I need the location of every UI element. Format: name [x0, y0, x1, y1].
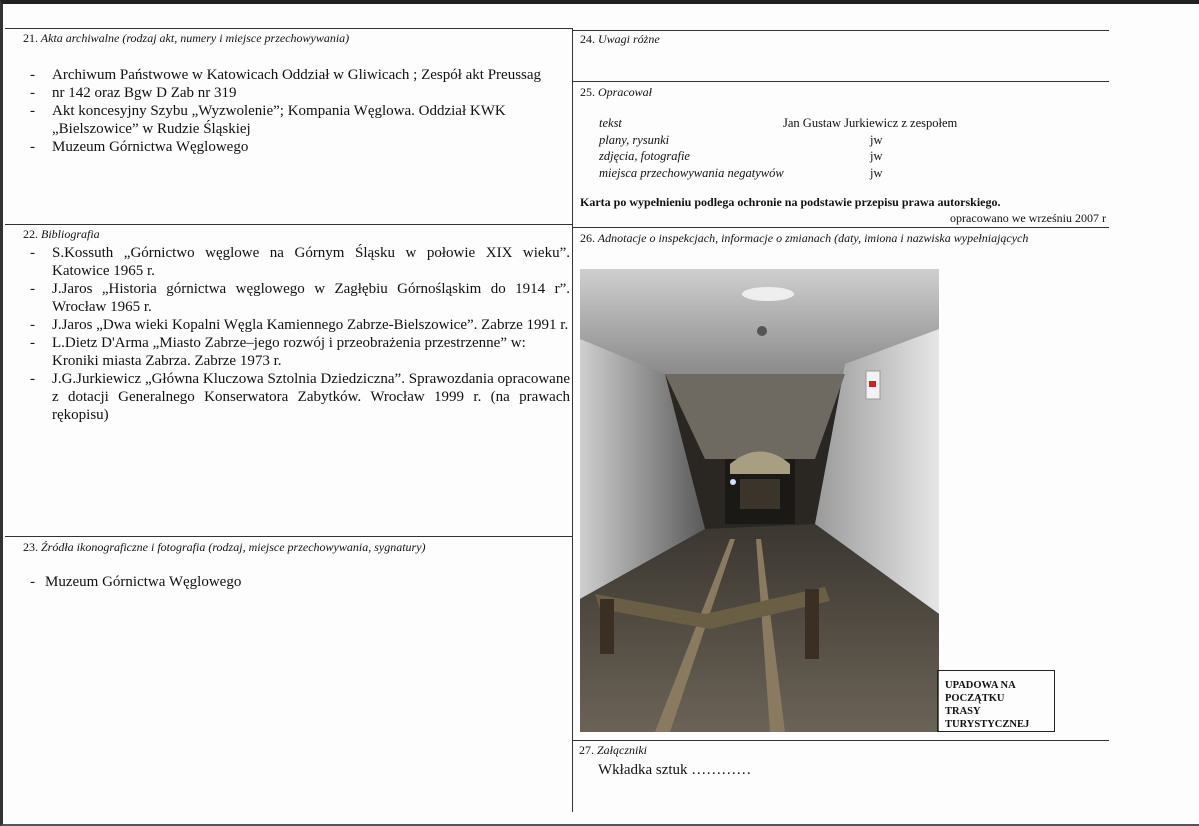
- author-value: jw: [870, 166, 883, 180]
- section-22-title: Bibliografia: [41, 227, 100, 241]
- top-rule-left: [5, 28, 572, 29]
- center-divider: [572, 28, 573, 812]
- section-27-title: Załączniki: [597, 743, 647, 757]
- rule-26-27: [572, 740, 1109, 741]
- section-27-heading: [579, 743, 647, 758]
- prepared-date: opracowano we wrześniu 2007 r: [950, 211, 1106, 225]
- list-item: - Muzeum Górnictwa Węglowego: [30, 574, 242, 590]
- section-22-number: 22.: [23, 227, 38, 241]
- rule-22-23: [5, 536, 572, 537]
- author-value: jw: [870, 133, 883, 147]
- author-label: zdjęcia, fotografie: [599, 149, 690, 163]
- copyright-note: Karta po wypełnieniu podlega ochronie na podstawie przepisu prawa autorskiego.: [580, 195, 1001, 209]
- list-item: - Muzeum Górnictwa Węglowego: [30, 139, 249, 155]
- rule-25-26: [572, 227, 1109, 228]
- author-label: tekst: [599, 116, 622, 130]
- section-21-number: 21.: [23, 31, 38, 45]
- section-26-number: 26.: [580, 231, 595, 245]
- list-item: - Archiwum Państwowe w Katowicach Oddział w Gliwicach ; Zespół akt Preussag: [30, 67, 542, 83]
- section-26-heading: [580, 231, 1028, 246]
- section-23-list: [30, 573, 550, 591]
- section-24-heading: [580, 32, 660, 47]
- section-23-heading: [23, 540, 426, 555]
- section-24-title: Uwagi różne: [598, 32, 660, 46]
- section-24-number: 24.: [580, 32, 595, 46]
- rule-24-25: [572, 81, 1109, 82]
- section-23-title: Źródła ikonograficzne i fotografia (rodzaj, miejsce przechowywania, sygnatury): [41, 540, 426, 554]
- section-21-list: [30, 66, 560, 156]
- list-item: - Akt koncesyjny Szybu „Wyzwolenie”; Kompania Węglowa. Oddział KWK „Bielszowice” w Rudzie Śląskiej: [30, 103, 506, 137]
- rule-21-22: [5, 224, 572, 225]
- list-item: - L.Dietz D'Arma „Miasto Zabrze–jego rozwój i przeobrażenia przestrzenne” w: Kroniki miasta Zabrza. Zabrze 1973 r.: [30, 335, 526, 369]
- author-label: miejsca przechowywania negatywów: [599, 166, 784, 180]
- top-rule-right: [572, 30, 1109, 31]
- list-item: - J.G.Jurkiewicz „Główna Kluczowa Sztolnia Dziedziczna”. Sprawozdania opracowane z dotacji Generalnego Konserwatora Zabytków. Wrocław 1999 r. (na prawach rękopisu): [30, 371, 570, 423]
- mine-tunnel-photo: [580, 269, 939, 732]
- list-item: - S.Kossuth „Górnictwo węglowe na Górnym Śląsku w połowie XIX wieku”. Katowice 1965 r.: [30, 245, 570, 279]
- section-25-number: 25.: [580, 85, 595, 99]
- section-22-list: [30, 244, 570, 424]
- section-27-number: 27.: [579, 743, 594, 757]
- list-item: - nr 142 oraz Bgw D Zab nr 319: [30, 85, 237, 101]
- author-label: plany, rysunki: [599, 133, 670, 147]
- list-item: - J.Jaros „Dwa wieki Kopalni Węgla Kamiennego Zabrze-Bielszowice”. Zabrze 1991 r.: [30, 317, 569, 333]
- author-value: Jan Gustaw Jurkiewicz z zespołem: [783, 116, 958, 130]
- section-25-title: Opracował: [598, 85, 652, 99]
- photo-caption: UPADOWA NA POCZĄTKU TRASY TURYSTYCZNEJ: [937, 670, 1055, 732]
- section-21-title: Akta archiwalne (rodzaj akt, numery i miejsce przechowywania): [40, 31, 350, 45]
- list-item: - J.Jaros „Historia górnictwa węglowego w Zagłębiu Górnośląskim do 1914 r”. Wrocław 1965 r.: [30, 281, 570, 315]
- section-21-heading: [23, 31, 349, 46]
- attachments-count: Wkładka sztuk …………: [598, 762, 752, 778]
- author-value: jw: [870, 149, 883, 163]
- section-25-heading: [580, 85, 652, 100]
- section-26-title: Adnotacje o inspekcjach, informacje o zmianach (daty, imiona i nazwiska wypełniających: [597, 231, 1029, 245]
- section-22-heading: [23, 227, 100, 242]
- section-23-number: 23.: [23, 540, 38, 554]
